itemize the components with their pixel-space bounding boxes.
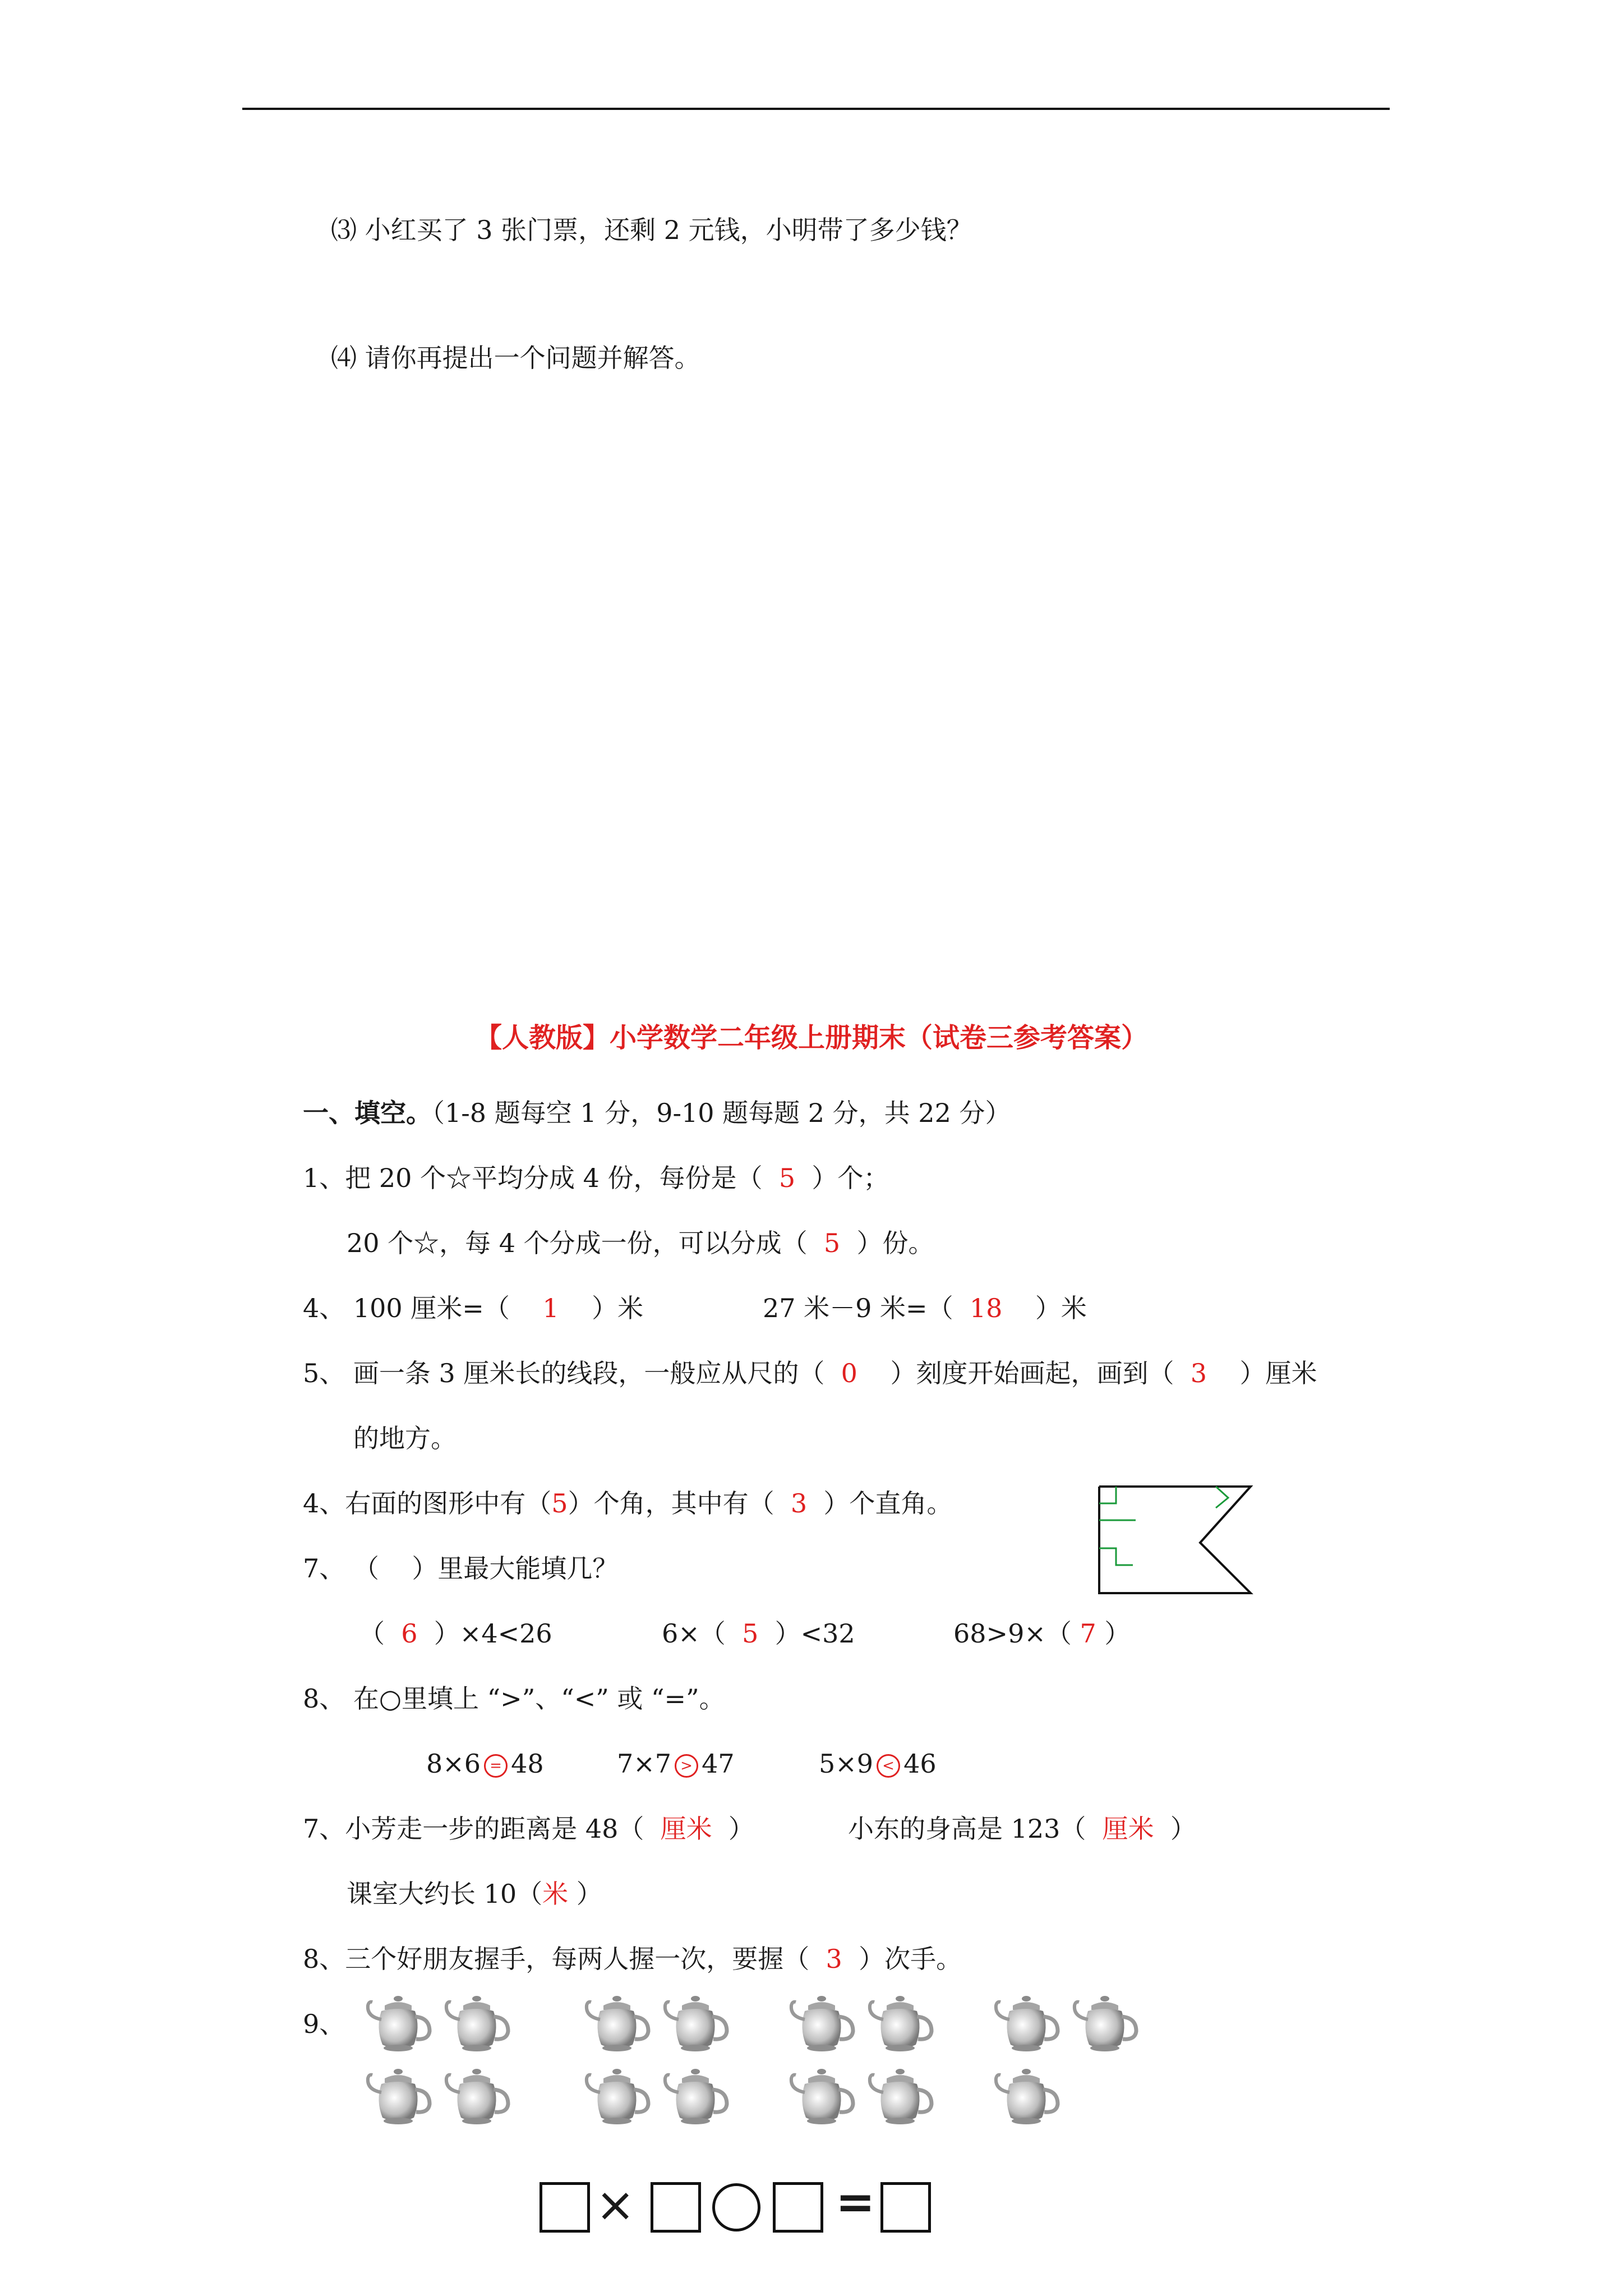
q4b-text: 4、右面的图形中有（: [303, 1488, 552, 1519]
formula-circle: [712, 2183, 760, 2231]
q1b-text: 20 个☆，每 4 个分成一份，可以分成（: [347, 1228, 808, 1258]
q5-text: ）刻度开始画起，画到（: [890, 1358, 1174, 1388]
teapot-icon: [583, 2067, 652, 2129]
angle-mark: [1216, 1487, 1228, 1508]
q7b-text: ）: [1170, 1814, 1196, 1844]
q7-heading: 7、 （ ）里最大能填几？: [303, 1553, 619, 1584]
q7-text: 6×（: [662, 1618, 726, 1649]
q4-text: 4、 100 厘米=（: [303, 1293, 510, 1323]
teapot-icon: [866, 2067, 935, 2129]
q4-length-line: [303, 1291, 643, 1325]
q5-text: ）厘米: [1239, 1358, 1317, 1388]
formula-box-4: [880, 2182, 931, 2233]
section-1-heading: [303, 1096, 1011, 1130]
q9-label: 9、: [303, 2009, 345, 2039]
section-note: （1-8 题每空 1 分，9-10 题每题 2 分，共 22 分）: [432, 1098, 1011, 1128]
q7-text: ）: [1104, 1618, 1131, 1649]
right-angle-mark: [1099, 1548, 1133, 1565]
q7b-text: ）: [576, 1879, 602, 1909]
q7b-line-c: [347, 1877, 602, 1911]
answer: 5: [823, 1228, 841, 1258]
q4-text: ）米: [1035, 1293, 1087, 1323]
answer: 6: [401, 1618, 418, 1649]
teapot-icon: [365, 1994, 433, 2056]
q1b-text-end: ）份。: [856, 1228, 934, 1258]
formula-box-1: [540, 2182, 590, 2233]
q7-text: ）<32: [774, 1618, 855, 1649]
formula-box-3: [773, 2182, 823, 2233]
answer-title: 【人教版】小学数学二年级上册期末（试卷三参考答案）: [474, 1022, 1148, 1053]
q7b-text: ）: [728, 1814, 754, 1844]
q7b-line-a: [303, 1812, 754, 1846]
compare-circle: <: [877, 1754, 900, 1778]
q8b-line: [303, 1942, 962, 1976]
q4-text: 27 米－9 米=（: [763, 1293, 953, 1323]
expr: 8×6: [426, 1749, 481, 1779]
compare-circle: >: [675, 1754, 698, 1778]
q7b-text: 7、小芳走一步的距离是 48（: [303, 1814, 644, 1844]
q8b-text: ）次手。: [859, 1944, 962, 1974]
answer: 3: [826, 1944, 842, 1974]
answer: 18: [969, 1293, 1003, 1323]
teapot-icon: [443, 2067, 511, 2129]
q7-text: （: [359, 1618, 385, 1649]
header-rule: [242, 108, 1390, 110]
q5-line-b: 的地方。: [353, 1423, 457, 1453]
flag-shape: [1099, 1487, 1251, 1593]
expr: 47: [702, 1749, 735, 1779]
q4b-text: ）个直角。: [823, 1488, 953, 1519]
times-sign: ×: [596, 2177, 635, 2232]
answer: 7: [1080, 1618, 1096, 1649]
teapot-icon: [1071, 1994, 1140, 2056]
q7b-text: 课室大约长 10（: [347, 1879, 543, 1909]
q7-text: ）×4<26: [434, 1618, 552, 1649]
teapot-icon: [788, 1994, 856, 2056]
angle-figure: [1094, 1481, 1262, 1604]
q8-heading: 8、 在○里填上 “>”、“<” 或 “=”。: [303, 1683, 725, 1714]
q8b-text: 8、三个好朋友握手，每两人握一次，要握（: [303, 1944, 810, 1974]
teapot-icon: [662, 2067, 730, 2129]
compare-circle: =: [484, 1754, 508, 1778]
teapot-icon: [993, 1994, 1061, 2056]
q1-text-end: ）个；: [811, 1163, 889, 1193]
q4-subtract-line: [763, 1291, 1087, 1325]
q7-row-1: [359, 1617, 552, 1650]
q8-expr-2: [617, 1747, 735, 1780]
expr: 46: [903, 1749, 937, 1779]
q8-expr-3: [819, 1747, 937, 1780]
q5-line-a: [303, 1356, 1317, 1390]
q1-line-b: [347, 1226, 934, 1260]
teapot-icon: [365, 2067, 433, 2129]
q7-row-2: [662, 1617, 855, 1650]
formula-box-2: [651, 2182, 701, 2233]
teapot-icon: [662, 1994, 730, 2056]
answer: 5: [778, 1163, 796, 1193]
teapot-icon: [788, 2067, 856, 2129]
equals-sign: =: [836, 2174, 875, 2229]
q1-line-a: [303, 1161, 889, 1195]
teapot-icon: [583, 1994, 652, 2056]
answer: 1: [542, 1293, 559, 1323]
q4-angles-line: [303, 1487, 952, 1520]
answer: 3: [1190, 1358, 1207, 1388]
teapot-icon: [866, 1994, 935, 2056]
section-label: 一、填空。: [303, 1098, 432, 1128]
expr: 7×7: [617, 1749, 672, 1779]
expr: 48: [511, 1749, 544, 1779]
answer: 米: [542, 1879, 569, 1909]
question-4: ⑷ 请你再提出一个问题并解答。: [331, 343, 700, 373]
teapot-icon: [443, 1994, 511, 2056]
answer: 厘米: [1102, 1814, 1154, 1844]
q5-text: 5、 画一条 3 厘米长的线段，一般应从尺的（: [303, 1358, 825, 1388]
q4b-text: ）个角，其中有（: [568, 1488, 774, 1519]
teapot-icon: [993, 2067, 1061, 2129]
right-angle-mark: [1099, 1487, 1116, 1503]
question-3: ⑶ 小红买了 3 张门票，还剩 2 元钱，小明带了多少钱？: [331, 215, 972, 245]
answer: 3: [790, 1488, 808, 1519]
q1-text: 1、把 20 个☆平均分成 4 份，每份是（: [303, 1163, 763, 1193]
answer: 5: [551, 1488, 568, 1519]
answer: 厘米: [660, 1814, 712, 1844]
q7-row-3: [953, 1617, 1130, 1650]
q7b-text: 小东的身高是 123（: [848, 1814, 1086, 1844]
q4-text: ）米: [592, 1293, 644, 1323]
expr: 5×9: [819, 1749, 874, 1779]
q7b-line-b: [848, 1812, 1196, 1846]
q7-text: 68>9×（: [953, 1618, 1072, 1649]
answer: 0: [841, 1358, 857, 1388]
answer: 5: [742, 1618, 759, 1649]
q8-expr-1: [426, 1747, 544, 1780]
